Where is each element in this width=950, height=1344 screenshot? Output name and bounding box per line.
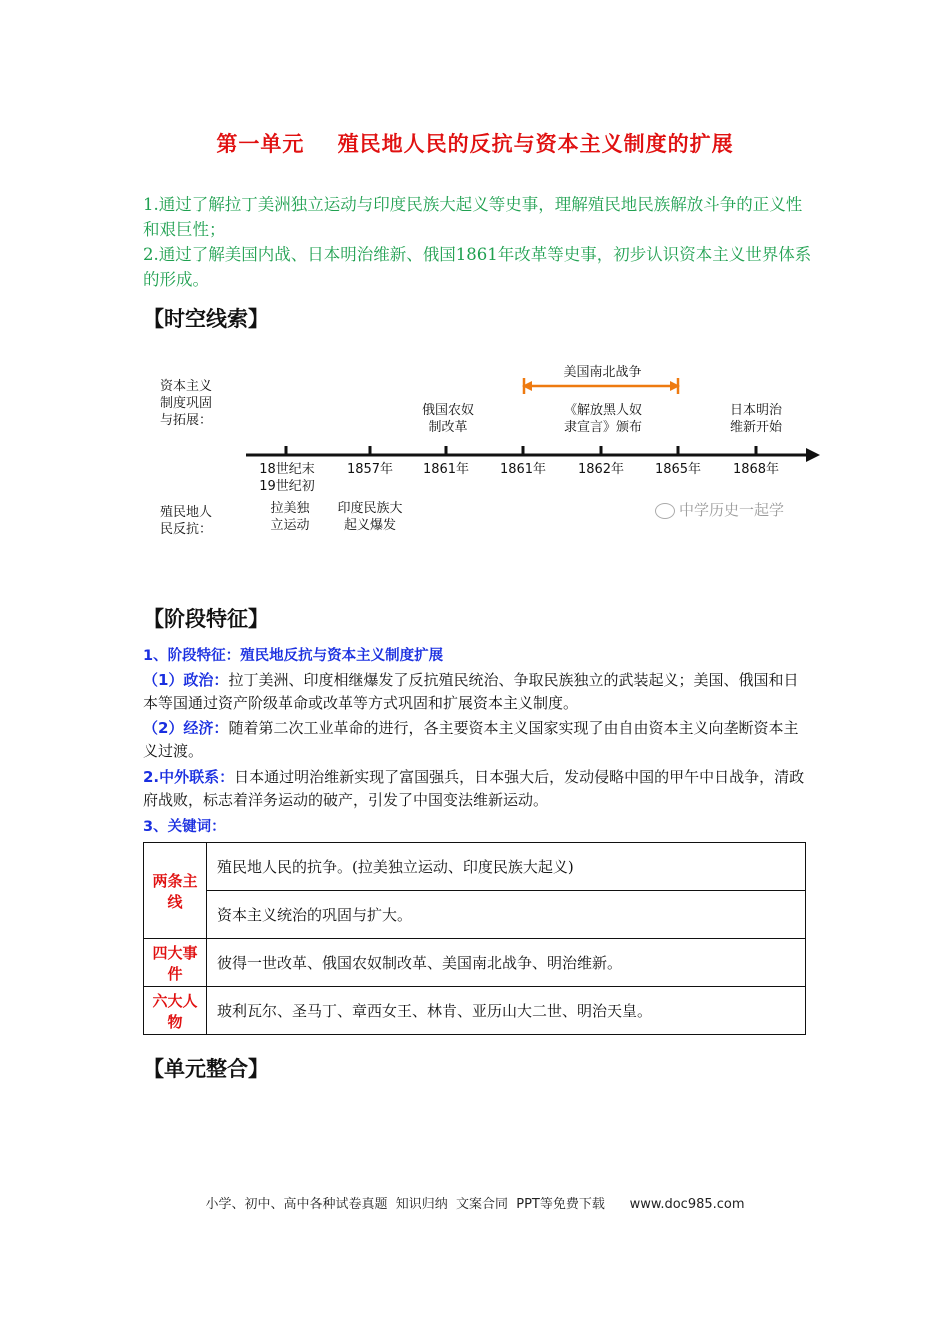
- economy-label: （2）经济：: [143, 719, 229, 737]
- tick-label-18c: [254, 461, 320, 495]
- event-emancipation: [548, 402, 658, 436]
- tick-label-line: 18世纪末: [259, 462, 315, 477]
- table-row: [144, 843, 806, 891]
- event-line: 隶宣言》颁布: [563, 420, 642, 435]
- goal-2: 2.通过了解美国内战、日本明治维新、俄国1861年改革等史事，初步认识资本主义世界体系的形成。: [143, 245, 812, 289]
- lines-head: 两条主线: [144, 843, 207, 939]
- section-features-heading: 【阶段特征】: [143, 607, 269, 631]
- people-head: 六大人物: [144, 987, 207, 1035]
- row-label-capitalism: [160, 378, 212, 429]
- tick-label-line: 19世纪初: [259, 479, 315, 494]
- section-integration-heading: 【单元整合】: [143, 1057, 269, 1081]
- table-row: [144, 939, 806, 987]
- event-line: 起义爆发: [343, 518, 396, 533]
- tick-label-1857: 1857年: [346, 462, 394, 477]
- economy-text: 随着第二次工业革命的进行，各主要资本主义国家实现了由自由资本主义向垄断资本主义过渡。: [143, 719, 799, 760]
- wechat-icon: [655, 503, 675, 519]
- civil-war-label: 美国南北战争: [545, 364, 660, 381]
- feature-politics: [143, 669, 808, 715]
- event-line: 维新开始: [729, 420, 782, 435]
- event-line: 印度民族大: [337, 501, 403, 516]
- politics-label: （1）政治：: [143, 671, 229, 689]
- row-label-line: 资本主义: [160, 379, 213, 394]
- events-text: 彼得一世改革、俄国农奴制改革、美国南北战争、明治维新。: [207, 939, 806, 987]
- row-label-colonial: [160, 504, 212, 538]
- section-timeline-heading: 【时空线索】: [143, 307, 269, 331]
- event-meiji: [716, 402, 796, 436]
- event-line: 日本明治: [729, 403, 782, 418]
- watermark: [655, 499, 784, 520]
- event-latin-america: [260, 500, 320, 534]
- line-2: 资本主义统治的巩固与扩大。: [207, 891, 806, 939]
- event-line: 拉美独: [270, 501, 310, 516]
- relations-text: 日本通过明治维新实现了富国强兵，日本强大后，发动侵略中国的甲午中日战争，清政府战败，标志着洋务运动的破产，引发了中国变法维新运动。: [143, 768, 805, 809]
- tick-label-1868: 1868年: [732, 462, 780, 477]
- event-russia-reform: [408, 402, 488, 436]
- tick-label-1861b: 1861年: [499, 462, 547, 477]
- keywords-table: [143, 842, 806, 1035]
- row-label-line: 制度巩固: [160, 396, 213, 411]
- events-head: 四大事件: [144, 939, 207, 987]
- feature-keywords-label: 3、关键词：: [143, 819, 226, 835]
- feature-item-1: 1、阶段特征：殖民地反抗与资本主义制度扩展: [143, 648, 444, 664]
- timeline-arrowhead: [806, 448, 820, 462]
- footer: 小学、初中、高中各种试卷真题 知识归纳 文案合同 PPT等免费下载 www.doc985.com: [205, 1197, 745, 1212]
- goal-1: 1.通过了解拉丁美洲独立运动与印度民族大起义等史事，理解殖民地民族解放斗争的正义性和艰巨性；: [143, 195, 803, 239]
- tick-label-1861a: 1861年: [422, 462, 470, 477]
- line-1: 殖民地人民的抗争。(拉美独立运动、印度民族大起义): [207, 843, 806, 891]
- event-line: 立运动: [270, 518, 310, 533]
- row-label-line: 与拓展：: [160, 413, 213, 428]
- page-title: 第一单元 殖民地人民的反抗与资本主义制度的扩展: [216, 132, 734, 156]
- people-text: 玻利瓦尔、圣马丁、章西女王、林肯、亚历山大二世、明治天皇。: [207, 987, 806, 1035]
- feature-economy: [143, 717, 808, 763]
- tick-label-1865: 1865年: [654, 462, 702, 477]
- event-line: 制改革: [428, 420, 468, 435]
- table-row: [144, 891, 806, 939]
- table-row: [144, 987, 806, 1035]
- event-india-uprising: [328, 500, 412, 534]
- politics-text: 拉丁美洲、印度相继爆发了反抗殖民统治、争取民族独立的武装起义；美国、俄国和日本等国通过资产阶级革命或改革等方式巩固和扩展资本主义制度。: [143, 671, 799, 712]
- feature-relations: [143, 766, 808, 812]
- tick-label-1862: 1862年: [577, 462, 625, 477]
- row-label-line: 殖民地人: [160, 505, 213, 520]
- watermark-text: 中学历史一起学: [679, 501, 785, 519]
- relations-label: 2.中外联系：: [143, 768, 235, 786]
- row-label-line: 民反抗：: [160, 522, 213, 537]
- event-line: 俄国农奴: [421, 403, 474, 418]
- event-line: 《解放黑人奴: [563, 403, 642, 418]
